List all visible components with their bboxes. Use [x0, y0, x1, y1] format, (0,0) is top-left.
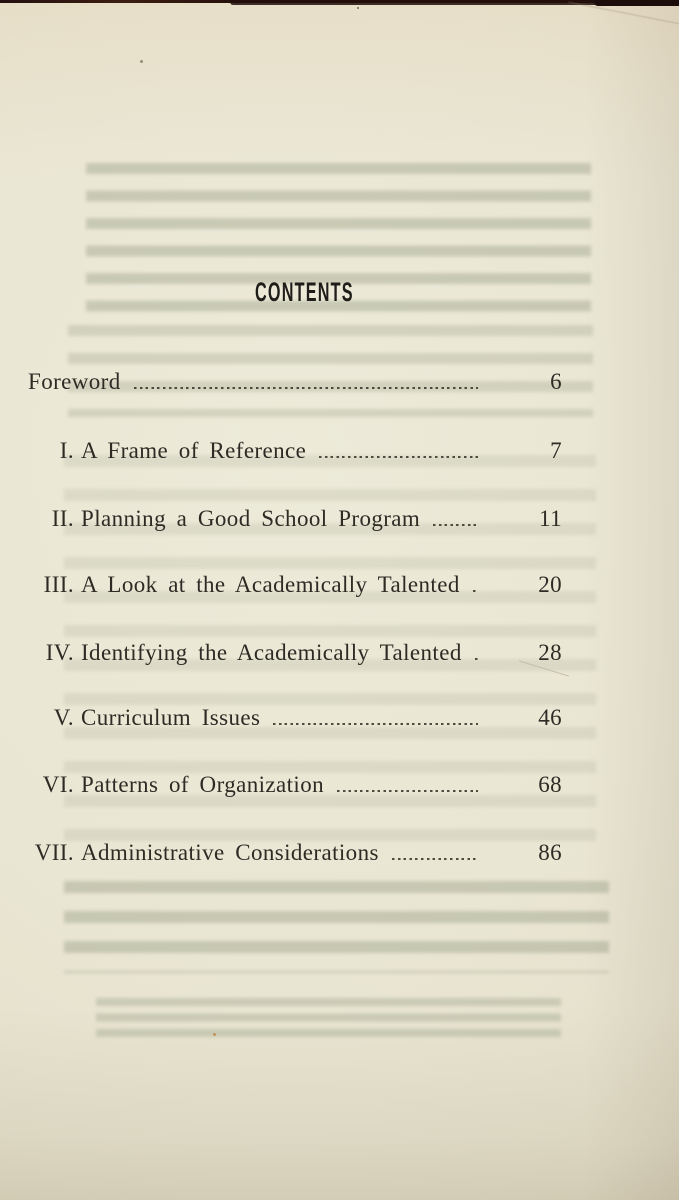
toc-page-number: 86 [538, 840, 562, 865]
toc-chapter-number: IV. [45, 640, 74, 665]
toc-row-chapter-3 [28, 572, 562, 598]
toc-page-number: 20 [538, 572, 562, 597]
toc-entry-title: A Frame of Reference [81, 438, 307, 463]
toc-leader-dots [273, 723, 478, 725]
toc-leader-dots [475, 658, 478, 660]
toc-row-chapter-7 [28, 840, 562, 866]
scan-edge-top-right [594, 0, 679, 6]
toc-entry-title: Curriculum Issues [81, 705, 261, 730]
toc-entry-title: Identifying the Academically Talented [81, 640, 462, 665]
bleed-through-footnote [96, 998, 561, 1044]
scan-edge-top-shadow [230, 0, 600, 5]
toc-entry-title: A Look at the Academically Talented [81, 572, 460, 597]
toc-row-chapter-4 [28, 640, 562, 666]
toc-chapter-number: II. [51, 506, 74, 531]
toc-entry-title: Administrative Considerations [81, 840, 379, 865]
toc-chapter-number: VII. [34, 840, 74, 865]
toc-leader-dots [337, 790, 478, 792]
toc-row-chapter-5 [28, 705, 562, 731]
toc-leader-dots [433, 524, 478, 526]
toc-page-number: 28 [538, 640, 562, 665]
toc-row-chapter-6 [28, 772, 562, 798]
toc-row-chapter-1 [28, 438, 562, 464]
toc-leader-dots [134, 387, 478, 389]
toc-entry-title: Patterns of Organization [81, 772, 325, 797]
contents-heading: CONTENTS [255, 277, 354, 307]
paper-speck [140, 60, 143, 63]
toc-chapter-number: V. [53, 705, 74, 730]
toc-chapter-number: III. [43, 572, 74, 597]
toc-page-number: 11 [539, 506, 562, 531]
paper-speck [213, 1033, 216, 1036]
bleed-through-paragraph [64, 881, 609, 973]
toc-page-number: 68 [538, 772, 562, 797]
toc-row-chapter-2 [28, 506, 562, 532]
toc-chapter-number: VI. [42, 772, 74, 797]
toc-leader-dots [473, 590, 478, 592]
toc-leader-dots [319, 456, 478, 458]
toc-page-number: 6 [550, 369, 562, 394]
toc-page-number: 46 [538, 705, 562, 730]
toc-chapter-number: I. [59, 438, 74, 463]
toc-entry-title: Planning a Good School Program [81, 506, 421, 531]
toc-page-number: 7 [550, 438, 562, 463]
toc-row-foreword [28, 369, 562, 395]
paper-speck [357, 7, 359, 9]
toc-entry-title: Foreword [28, 369, 121, 394]
toc-leader-dots [392, 858, 478, 860]
